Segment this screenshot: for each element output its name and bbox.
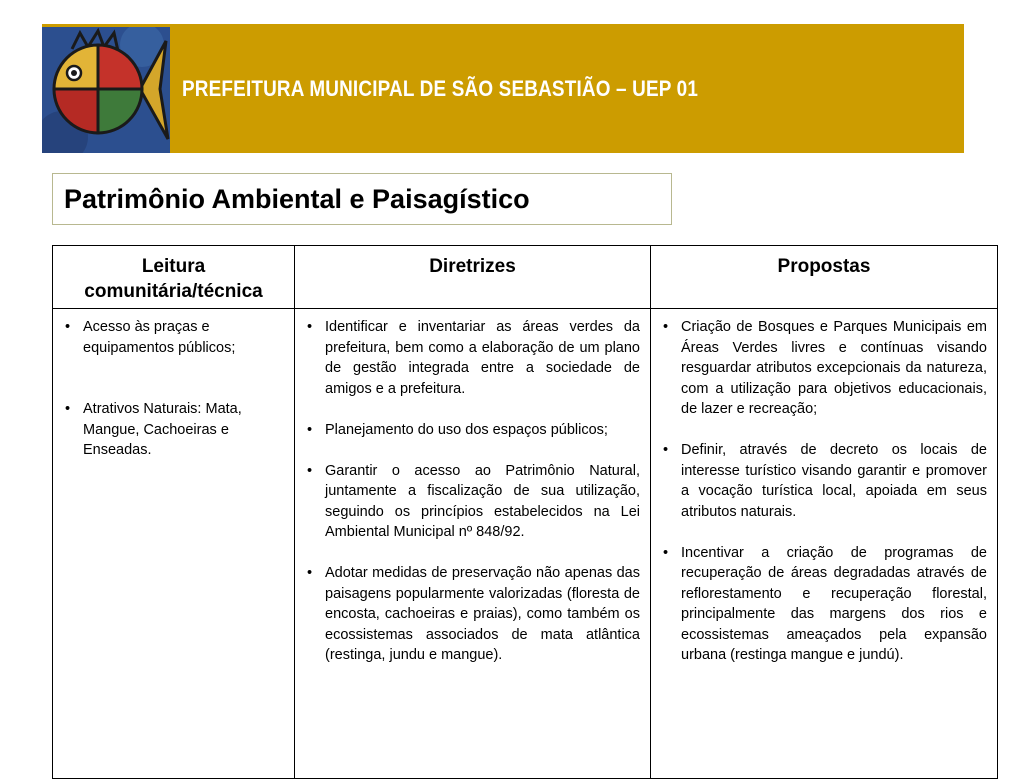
list-item: • Acesso às praças e equipamentos públicos; — [61, 317, 284, 358]
propostas-cell — [651, 309, 998, 779]
list-item: • Adotar medidas de preservação não apenas das paisagens popularmente valorizadas (floresta de encosta, cachoeiras e praias), como também os ecossistemas associados de mata atlântica (restinga, jundu e mangue). — [303, 563, 640, 666]
section-title: Patrimônio Ambiental e Paisagístico — [64, 184, 530, 214]
table-row — [53, 309, 998, 779]
propostas-list — [659, 317, 987, 666]
column-header-diretrizes: Diretrizes — [295, 246, 651, 309]
list-item: • Criação de Bosques e Parques Municipais em Áreas Verdes livres e contínuas visando resguardar atributos excepcionais da natureza, com a utilização para objetivos educacionais, de lazer e recreação; — [659, 317, 987, 420]
table-header-row — [53, 246, 998, 309]
leitura-list — [61, 317, 284, 461]
list-item: • Garantir o acesso ao Patrimônio Natural, juntamente a fiscalização de sua utilização, seguindo os princípios estabelecidos na Lei Ambiental Municipal nº 848/92. — [303, 461, 640, 543]
fish-logo-icon — [42, 27, 170, 153]
list-item: • Incentivar a criação de programas de recuperação de áreas degradadas através de reflorestamento e recuperação florestal, principalmente das margens dos rios e ecossistemas ameaçados pela expansão urbana (restinga mangue e jundú). — [659, 543, 987, 666]
list-item: • Planejamento do uso dos espaços públicos; — [303, 420, 640, 441]
diretrizes-cell — [295, 309, 651, 779]
list-item: • Atrativos Naturais: Mata, Mangue, Cachoeiras e Enseadas. — [61, 399, 284, 461]
list-item: • Definir, através de decreto os locais de interesse turístico visando garantir e promover a vocação turística local, apoiada em seus atributos naturais. — [659, 440, 987, 522]
leitura-cell — [53, 309, 295, 779]
diretrizes-list — [303, 317, 640, 666]
column-header-leitura: Leitura comunitária/técnica — [53, 246, 295, 309]
list-item: • Identificar e inventariar as áreas verdes da prefeitura, bem como a elaboração de um plano de gestão integrada entre a sociedade de amigos e a prefeitura. — [303, 317, 640, 399]
column-header-propostas: Propostas — [651, 246, 998, 309]
header-title: PREFEITURA MUNICIPAL DE SÃO SEBASTIÃO – UEP 01 — [182, 76, 699, 101]
content-table — [52, 245, 998, 779]
section-title-box — [52, 173, 672, 225]
